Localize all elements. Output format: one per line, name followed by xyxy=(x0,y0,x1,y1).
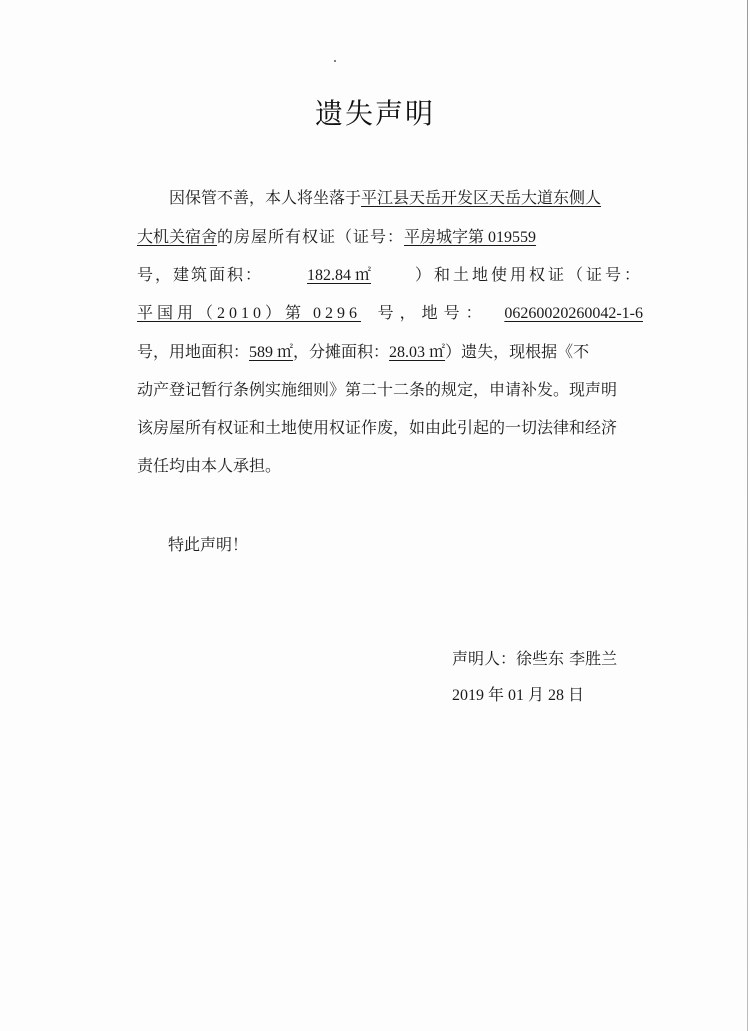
declaration-date: 2019 年 01 月 28 日 xyxy=(452,687,585,704)
paragraph-line-1 xyxy=(137,183,643,213)
text-line-7: 该房屋所有权证和土地使用权证作废，如由此引起的一切法律和经济 xyxy=(137,418,618,437)
paragraph-line-4 xyxy=(137,298,643,328)
lot-number: 06260020260042-1-6 xyxy=(504,305,643,322)
page-edge xyxy=(747,0,748,1031)
scan-speck xyxy=(334,60,336,62)
text-land-cert-label: ）和土地使用权证（证号： xyxy=(414,265,643,284)
paragraph-line-8 xyxy=(137,451,643,481)
paragraph-line-2 xyxy=(137,222,643,252)
land-cert-number: 平国用（2010）第 0296 xyxy=(137,305,362,322)
closing-statement: 特此声明！ xyxy=(168,535,249,554)
paragraph-line-6 xyxy=(137,375,643,405)
declarant-names: 声明人：徐些东 李胜兰 xyxy=(452,649,618,668)
text-loss-cont: ）遗失，现根据《不 xyxy=(445,342,590,361)
paragraph-line-3 xyxy=(137,260,643,290)
text-intro: 因保管不善，本人将坐落于 xyxy=(169,188,362,207)
text-lot-label: 号，地号： xyxy=(377,303,488,322)
land-area: 589 ㎡ xyxy=(249,344,294,361)
building-area: 182.84 ㎡ xyxy=(306,267,371,284)
paragraph-line-5 xyxy=(137,337,643,367)
shared-area: 28.03 ㎡ xyxy=(389,344,446,361)
document-title: 遗失声明 xyxy=(314,97,435,130)
text-shared-area-label: ，分摊面积： xyxy=(293,342,390,361)
paragraph-line-7 xyxy=(137,413,643,443)
text-area-label: 号，建筑面积： xyxy=(137,265,264,284)
text-line-6: 动产登记暂行条例实施细则》第二十二条的规定，申请补发。现声明 xyxy=(137,380,618,399)
text-cert-label: 的房屋所有权证（证号： xyxy=(217,227,405,246)
property-location-cont: 大机关宿舍 xyxy=(137,227,218,246)
house-cert-number: 平房城字第 019559 xyxy=(404,229,537,246)
text-line-8: 责任均由本人承担。 xyxy=(137,456,282,475)
text-land-area-label: 号，用地面积： xyxy=(137,342,250,361)
property-location: 平江县天岳开发区天岳大道东侧人 xyxy=(361,188,602,207)
